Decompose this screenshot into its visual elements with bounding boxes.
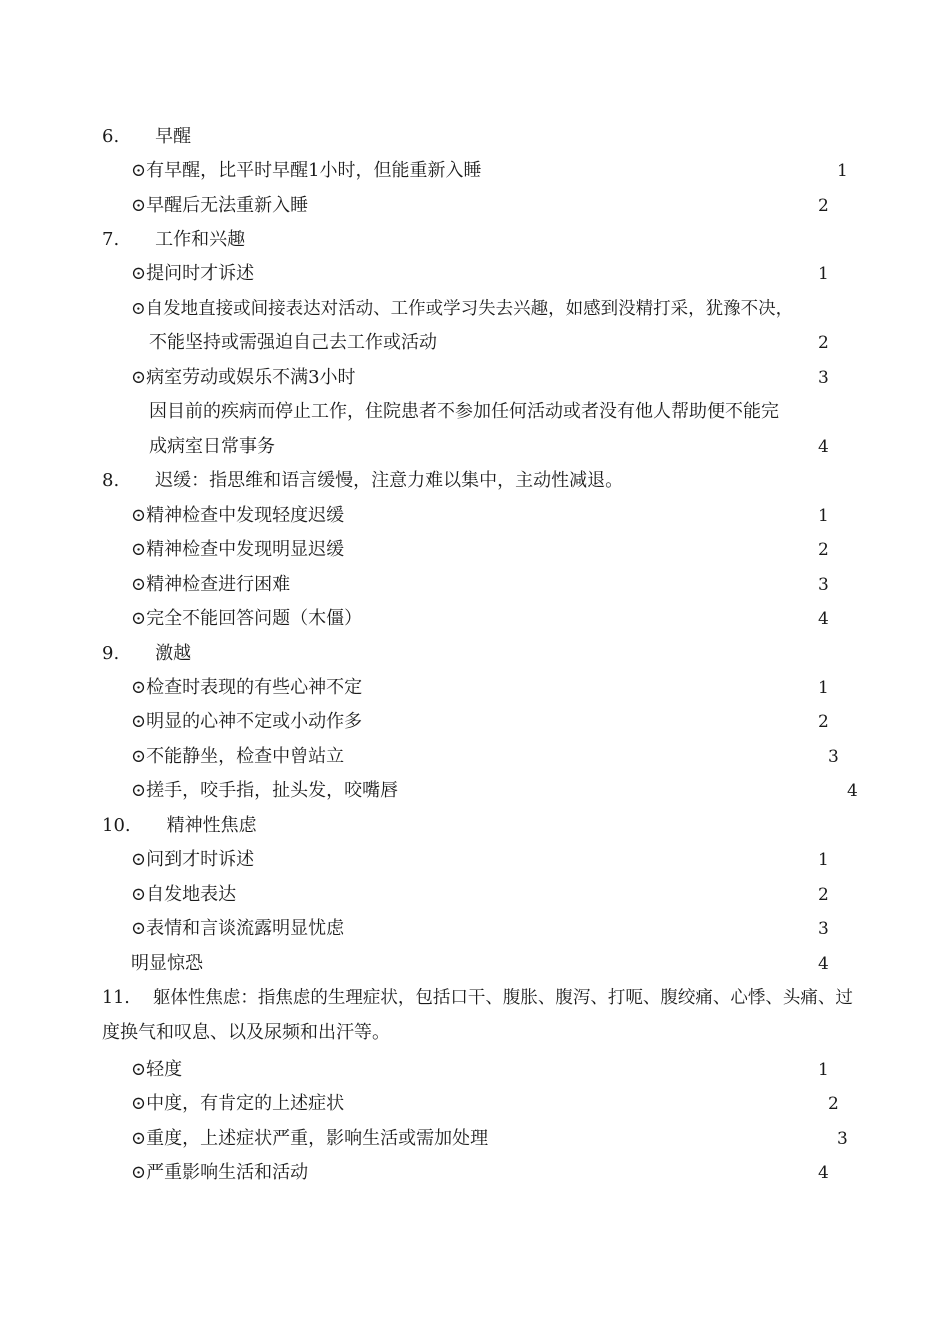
item-9-option-3: ⊙不能静坐，检查中曾站立 bbox=[131, 746, 345, 767]
item-7-title: 7. 工作和兴趣 bbox=[102, 229, 246, 250]
item-10-option-3: ⊙表情和言谈流露明显忧虑 bbox=[131, 918, 345, 939]
item-8-score-1: 1 bbox=[818, 506, 829, 526]
item-11-title-line-1: 11. 躯体性焦虑：指焦虑的生理症状，包括口干、腹胀、腹泻、打呃、腹绞痛、心悸、头痛、过 bbox=[102, 988, 853, 1008]
item-8-option-1: ⊙精神检查中发现轻度迟缓 bbox=[131, 505, 345, 526]
item-11-score-1: 1 bbox=[818, 1060, 829, 1080]
item-9-score-4: 4 bbox=[847, 781, 858, 801]
item-11-score-4: 4 bbox=[818, 1163, 829, 1183]
item-11-score-2: 2 bbox=[828, 1094, 839, 1114]
item-7-option-3: ⊙病室劳动或娱乐不满3小时 bbox=[131, 367, 356, 388]
item-7-score-2: 2 bbox=[818, 333, 829, 353]
item-9-option-4: ⊙搓手，咬手指，扯头发，咬嘴唇 bbox=[131, 780, 399, 801]
item-10-score-3: 3 bbox=[818, 919, 829, 939]
item-9-score-3: 3 bbox=[828, 747, 839, 767]
item-7-option-4-line-1: 因目前的疾病而停止工作，住院患者不参加任何活动或者没有他人帮助便不能完 bbox=[149, 401, 779, 422]
item-11-option-2: ⊙中度，有肯定的上述症状 bbox=[131, 1093, 345, 1114]
item-9-option-2: ⊙明显的心神不定或小动作多 bbox=[131, 711, 363, 732]
item-10-score-2: 2 bbox=[818, 885, 829, 905]
item-11-score-3: 3 bbox=[837, 1129, 848, 1149]
item-7-score-3: 3 bbox=[818, 368, 829, 388]
item-10-score-4: 4 bbox=[818, 954, 829, 974]
item-8-score-4: 4 bbox=[818, 609, 829, 629]
item-7-option-1: ⊙提问时才诉述 bbox=[131, 263, 255, 284]
item-11-option-3: ⊙重度，上述症状严重，影响生活或需加处理 bbox=[131, 1128, 489, 1149]
item-8-option-2: ⊙精神检查中发现明显迟缓 bbox=[131, 539, 345, 560]
item-8-score-3: 3 bbox=[818, 575, 829, 595]
item-7-score-4: 4 bbox=[818, 437, 829, 457]
item-7-option-2-line-2: 不能坚持或需强迫自己去工作或活动 bbox=[149, 332, 437, 353]
item-9-score-1: 1 bbox=[818, 678, 829, 698]
item-10-score-1: 1 bbox=[818, 850, 829, 870]
item-6-score-2: 2 bbox=[818, 196, 829, 216]
item-11-option-4: ⊙严重影响生活和活动 bbox=[131, 1162, 309, 1183]
item-8-option-3: ⊙精神检查进行困难 bbox=[131, 574, 291, 595]
item-7-option-2-line-1: ⊙自发地直接或间接表达对活动、工作或学习失去兴趣，如感到没精打采，犹豫不决， bbox=[131, 299, 794, 319]
item-10-title: 10. 精神性焦虑 bbox=[102, 815, 257, 836]
item-7-option-4-line-2: 成病室日常事务 bbox=[149, 436, 275, 457]
item-6-option-2: ⊙早醒后无法重新入睡 bbox=[131, 195, 309, 216]
item-10-option-4: 明显惊恐 bbox=[131, 953, 203, 974]
item-11-option-1: ⊙轻度 bbox=[131, 1059, 183, 1080]
item-8-option-4: ⊙完全不能回答问题（木僵） bbox=[131, 608, 363, 629]
item-10-option-1: ⊙问到才时诉述 bbox=[131, 849, 255, 870]
item-9-score-2: 2 bbox=[818, 712, 829, 732]
item-6-option-1: ⊙有早醒，比平时早醒1小时，但能重新入睡 bbox=[131, 160, 482, 181]
item-7-score-1: 1 bbox=[818, 264, 829, 284]
item-9-option-1: ⊙检查时表现的有些心神不定 bbox=[131, 677, 363, 698]
item-11-title-line-2: 度换气和叹息、以及尿频和出汗等。 bbox=[102, 1022, 390, 1043]
item-6-title: 6. 早醒 bbox=[102, 126, 192, 147]
item-9-title: 9. 激越 bbox=[102, 643, 192, 664]
item-10-option-2: ⊙自发地表达 bbox=[131, 884, 237, 905]
item-8-title: 8. 迟缓：指思维和语言缓慢，注意力难以集中，主动性减退。 bbox=[102, 470, 624, 491]
item-6-score-1: 1 bbox=[837, 161, 848, 181]
item-8-score-2: 2 bbox=[818, 540, 829, 560]
